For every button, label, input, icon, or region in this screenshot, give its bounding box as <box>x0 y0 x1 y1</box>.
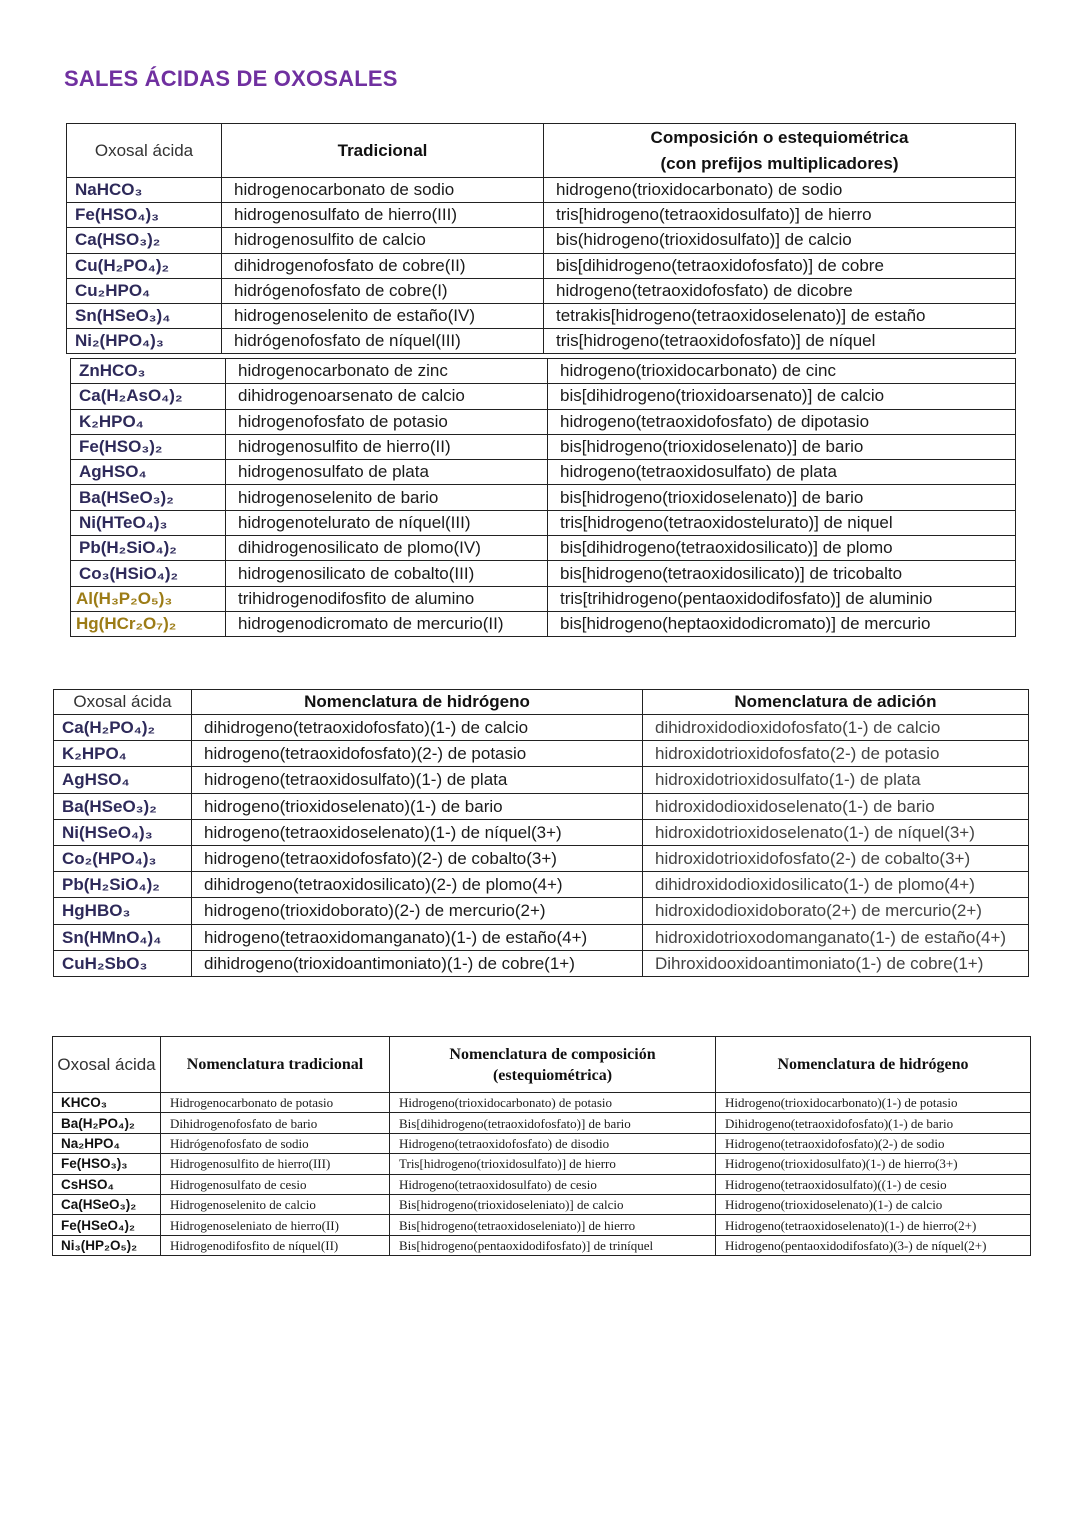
cell-composicion: tris[trihidrogeno(pentaoxidodifosfato)] de aluminio <box>548 586 1016 611</box>
table-row <box>71 561 1016 586</box>
cell-tradicional: hidrogenosulfito de hierro(II) <box>226 434 548 459</box>
cell-hidrogeno: Hidrogeno(tetraoxidofosfato)(2-) de sodio <box>716 1133 1031 1153</box>
cell-formula: Ca(HSO₃)₂ <box>67 228 222 253</box>
cell-hidrogeno: hidrogeno(tetraoxidosulfato)(1-) de plata <box>192 767 643 793</box>
header-composicion-line1: Composición o estequiométrica <box>650 127 909 147</box>
cell-formula: Fe(HSO₃)₃ <box>53 1154 161 1174</box>
table-row <box>71 536 1016 561</box>
table-row <box>67 178 1016 203</box>
cell-tradicional: hidrogenocarbonato de sodio <box>222 178 544 203</box>
header-tradicional: Nomenclatura tradicional <box>161 1037 390 1093</box>
cell-tradicional: hidrógenofosfato de níquel(III) <box>222 329 544 354</box>
cell-tradicional: Dihidrogenofosfato de bario <box>161 1113 390 1133</box>
table-traditional-composition-part1 <box>66 123 1016 354</box>
table-row <box>54 898 1029 924</box>
table-row <box>53 1154 1031 1174</box>
cell-composicion: Hidrogeno(tetraoxidosulfato) de cesio <box>390 1174 716 1194</box>
cell-formula: K₂HPO₄ <box>54 741 192 767</box>
table-row <box>71 586 1016 611</box>
cell-composicion: Hidrogeno(trioxidocarbonato) de potasio <box>390 1093 716 1113</box>
table-header-row <box>54 690 1029 715</box>
cell-composicion: hidrogeno(trioxidocarbonato) de sodio <box>544 178 1016 203</box>
table-row <box>54 845 1029 871</box>
table-row <box>54 715 1029 741</box>
cell-composicion: bis[hidrogeno(trioxidoselenato)] de bario <box>548 485 1016 510</box>
cell-composicion: tris[hidrogeno(tetraoxidostelurato)] de niquel <box>548 510 1016 535</box>
cell-adicion: hidroxidotrioxidofosfato(2-) de cobalto(3+) <box>643 845 1029 871</box>
cell-composicion: bis[dihidrogeno(tetraoxidosilicato)] de plomo <box>548 536 1016 561</box>
cell-formula: Ni(HTeO₄)₃ <box>71 510 226 535</box>
table-traditional-composition-part2 <box>70 358 1016 637</box>
cell-tradicional: Hidrógenofosfato de sodio <box>161 1133 390 1153</box>
cell-adicion: dihidroxidodioxidosilicato(1-) de plomo(4+) <box>643 872 1029 898</box>
header-oxosal: Oxosal ácida <box>54 690 192 715</box>
table-row <box>54 793 1029 819</box>
cell-formula: Fe(HSO₃)₂ <box>71 434 226 459</box>
table-row <box>53 1093 1031 1113</box>
cell-adicion: hidroxidodioxidoborato(2+) de mercurio(2+) <box>643 898 1029 924</box>
header-hidrogeno: Nomenclatura de hidrógeno <box>716 1037 1031 1093</box>
header-composicion: Nomenclatura de composición (estequiométrica) <box>390 1037 716 1093</box>
header-adicion: Nomenclatura de adición <box>643 690 1029 715</box>
header-hidrogeno: Nomenclatura de hidrógeno <box>192 690 643 715</box>
cell-formula: Pb(H₂SiO₄)₂ <box>54 872 192 898</box>
cell-hidrogeno: Hidrogeno(trioxidocarbonato)(1-) de potasio <box>716 1093 1031 1113</box>
table-row <box>67 329 1016 354</box>
table-row <box>67 278 1016 303</box>
cell-tradicional: Hidrogenocarbonato de potasio <box>161 1093 390 1113</box>
cell-composicion: Bis[hidrogeno(pentaoxidodifosfato)] de triníquel <box>390 1235 716 1255</box>
header-composicion <box>544 124 1016 178</box>
cell-hidrogeno: dihidrogeno(tetraoxidosilicato)(2-) de plomo(4+) <box>192 872 643 898</box>
cell-tradicional: Hidrogenosulfato de cesio <box>161 1174 390 1194</box>
cell-composicion: hidrogeno(trioxidocarbonato) de cinc <box>548 359 1016 384</box>
table-row <box>71 434 1016 459</box>
table-four-nomenclatures <box>52 1036 1031 1256</box>
cell-formula: Co₃(HSiO₄)₂ <box>71 561 226 586</box>
table-row <box>71 384 1016 409</box>
table-header-row <box>67 124 1016 178</box>
cell-formula: Ni(HSeO₄)₃ <box>54 819 192 845</box>
cell-hidrogeno: hidrogeno(tetraoxidofosfato)(2-) de potasio <box>192 741 643 767</box>
cell-adicion: hidroxidotrioxidoselenato(1-) de níquel(3+) <box>643 819 1029 845</box>
cell-tradicional: hidrogenodicromato de mercurio(II) <box>226 611 548 636</box>
cell-formula: Sn(HSeO₃)₄ <box>67 303 222 328</box>
cell-formula: CsHSO₄ <box>53 1174 161 1194</box>
cell-formula: Pb(H₂SiO₄)₂ <box>71 536 226 561</box>
cell-formula: Cu(H₂PO₄)₂ <box>67 253 222 278</box>
cell-tradicional: dihidrogenofosfato de cobre(II) <box>222 253 544 278</box>
table-row <box>67 203 1016 228</box>
cell-composicion: Hidrogeno(tetraoxidofosfato) de disodio <box>390 1133 716 1153</box>
cell-tradicional: dihidrogenosilicato de plomo(IV) <box>226 536 548 561</box>
cell-formula: CuH₂SbO₃ <box>54 950 192 976</box>
table-row <box>71 510 1016 535</box>
table-row <box>53 1133 1031 1153</box>
cell-composicion: tris[hidrogeno(tetraoxidosulfato)] de hierro <box>544 203 1016 228</box>
cell-hidrogeno: Hidrogeno(pentaoxidodifosfato)(3-) de níquel(2+) <box>716 1235 1031 1255</box>
table-row <box>54 741 1029 767</box>
table-row <box>53 1215 1031 1235</box>
cell-formula: AgHSO₄ <box>54 767 192 793</box>
header-oxosal: Oxosal ácida <box>67 124 222 178</box>
table-row <box>54 924 1029 950</box>
table-row <box>53 1113 1031 1133</box>
cell-formula: ZnHCO₃ <box>71 359 226 384</box>
cell-formula: NaHCO₃ <box>67 178 222 203</box>
cell-formula: Al(H₃P₂O₅)₃ <box>71 586 226 611</box>
cell-formula: Sn(HMnO₄)₄ <box>54 924 192 950</box>
cell-adicion: Dihroxidooxidoantimoniato(1-) de cobre(1+) <box>643 950 1029 976</box>
table-row <box>71 359 1016 384</box>
cell-tradicional: hidrogenoselenito de estaño(IV) <box>222 303 544 328</box>
cell-tradicional: hidrogenosulfato de plata <box>226 460 548 485</box>
cell-hidrogeno: dihidrogeno(tetraoxidofosfato)(1-) de calcio <box>192 715 643 741</box>
cell-formula: Ba(H₂PO₄)₂ <box>53 1113 161 1133</box>
cell-formula: KHCO₃ <box>53 1093 161 1113</box>
table-row <box>54 819 1029 845</box>
header-tradicional: Tradicional <box>222 124 544 178</box>
cell-composicion: hidrogeno(tetraoxidofosfato) de dipotasio <box>548 409 1016 434</box>
cell-adicion: hidroxidodioxidoselenato(1-) de bario <box>643 793 1029 819</box>
cell-composicion: bis(hidrogeno(trioxidosulfato)] de calcio <box>544 228 1016 253</box>
cell-hidrogeno: hidrogeno(trioxidoselenato)(1-) de bario <box>192 793 643 819</box>
cell-hidrogeno: Dihidrogeno(tetraoxidofosfato)(1-) de bario <box>716 1113 1031 1133</box>
cell-tradicional: Hidrogenosulfito de hierro(III) <box>161 1154 390 1174</box>
cell-composicion: bis[hidrogeno(heptaoxidodicromato)] de mercurio <box>548 611 1016 636</box>
cell-formula: Co₂(HPO₄)₃ <box>54 845 192 871</box>
table-row <box>71 460 1016 485</box>
cell-composicion: bis[hidrogeno(tetraoxidosilicato)] de tricobalto <box>548 561 1016 586</box>
table-row <box>53 1174 1031 1194</box>
cell-formula: Ba(HSeO₃)₂ <box>54 793 192 819</box>
cell-composicion: Bis[dihidrogeno(tetraoxidofosfato)] de bario <box>390 1113 716 1133</box>
cell-adicion: hidroxidotrioxidofosfato(2-) de potasio <box>643 741 1029 767</box>
cell-composicion: tris[hidrogeno(tetraoxidofosfato)] de níquel <box>544 329 1016 354</box>
cell-formula: Ni₂(HPO₄)₃ <box>67 329 222 354</box>
cell-composicion: bis[dihidrogeno(trioxidoarsenato)] de calcio <box>548 384 1016 409</box>
cell-tradicional: hidrogenofosfato de potasio <box>226 409 548 434</box>
cell-formula: Fe(HSO₄)₃ <box>67 203 222 228</box>
cell-tradicional: hidrogenosilicato de cobalto(III) <box>226 561 548 586</box>
cell-hidrogeno: Hidrogeno(tetraoxidosulfato)((1-) de cesio <box>716 1174 1031 1194</box>
cell-composicion: tetrakis[hidrogeno(tetraoxidoselenato)] de estaño <box>544 303 1016 328</box>
cell-composicion: bis[hidrogeno(trioxidoselenato)] de bario <box>548 434 1016 459</box>
cell-tradicional: hidrogenocarbonato de zinc <box>226 359 548 384</box>
cell-hidrogeno: hidrogeno(tetraoxidoselenato)(1-) de níquel(3+) <box>192 819 643 845</box>
cell-composicion: Bis[hidrogeno(trioxidoseleniato)] de calcio <box>390 1194 716 1214</box>
table-row <box>71 611 1016 636</box>
cell-hidrogeno: Hidrogeno(tetraoxidoselenato)(1-) de hierro(2+) <box>716 1215 1031 1235</box>
cell-formula: Ca(H₂PO₄)₂ <box>54 715 192 741</box>
cell-formula: Cu₂HPO₄ <box>67 278 222 303</box>
table-row <box>54 872 1029 898</box>
cell-tradicional: trihidrogenodifosfito de alumino <box>226 586 548 611</box>
cell-composicion: Tris[hidrogeno(trioxidosulfato)] de hierro <box>390 1154 716 1174</box>
cell-formula: Ba(HSeO₃)₂ <box>71 485 226 510</box>
cell-tradicional: hidrogenosulfito de calcio <box>222 228 544 253</box>
cell-adicion: hidroxidotrioxidosulfato(1-) de plata <box>643 767 1029 793</box>
table-header-row <box>53 1037 1031 1093</box>
cell-hidrogeno: hidrogeno(tetraoxidofosfato)(2-) de cobalto(3+) <box>192 845 643 871</box>
table-row <box>54 950 1029 976</box>
cell-tradicional: hidrogenotelurato de níquel(III) <box>226 510 548 535</box>
cell-adicion: hidroxidotrioxodomanganato(1-) de estaño(4+) <box>643 924 1029 950</box>
cell-composicion: hidrogeno(tetraoxidosulfato) de plata <box>548 460 1016 485</box>
cell-hidrogeno: hidrogeno(tetraoxidomanganato)(1-) de estaño(4+) <box>192 924 643 950</box>
table-row <box>71 409 1016 434</box>
cell-composicion: bis[dihidrogeno(tetraoxidofosfato)] de cobre <box>544 253 1016 278</box>
table-row <box>67 253 1016 278</box>
cell-hidrogeno: hidrogeno(trioxidoborato)(2-) de mercurio(2+) <box>192 898 643 924</box>
cell-hidrogeno: Hidrogeno(trioxidosulfato)(1-) de hierro(3+) <box>716 1154 1031 1174</box>
cell-tradicional: dihidrogenoarsenato de calcio <box>226 384 548 409</box>
cell-tradicional: Hidrogenodifosfito de níquel(II) <box>161 1235 390 1255</box>
cell-hidrogeno: Hidrogeno(trioxidoselenato)(1-) de calcio <box>716 1194 1031 1214</box>
cell-formula: Na₂HPO₄ <box>53 1133 161 1153</box>
table-row <box>54 767 1029 793</box>
header-composicion-line2: (con prefijos multiplicadores) <box>660 153 899 173</box>
cell-tradicional: hidrogenoselenito de bario <box>226 485 548 510</box>
cell-formula: Fe(HSeO₄)₂ <box>53 1215 161 1235</box>
cell-tradicional: hidrogenosulfato de hierro(III) <box>222 203 544 228</box>
table-row <box>53 1235 1031 1255</box>
page-title: SALES ÁCIDAS DE OXOSALES <box>64 66 398 91</box>
cell-formula: HgHBO₃ <box>54 898 192 924</box>
cell-hidrogeno: dihidrogeno(trioxidoantimoniato)(1-) de cobre(1+) <box>192 950 643 976</box>
table-hydrogen-addition <box>53 689 1029 977</box>
table-row <box>53 1194 1031 1214</box>
header-oxosal: Oxosal ácida <box>53 1037 161 1093</box>
cell-formula: Hg(HCr₂O₇)₂ <box>71 611 226 636</box>
table-row <box>67 228 1016 253</box>
cell-formula: Ca(H₂AsO₄)₂ <box>71 384 226 409</box>
cell-tradicional: hidrógenofosfato de cobre(I) <box>222 278 544 303</box>
table-row <box>71 485 1016 510</box>
cell-composicion: Bis[hidrogeno(tetraoxidoseleniato)] de hierro <box>390 1215 716 1235</box>
cell-formula: Ni₃(HP₂O₅)₂ <box>53 1235 161 1255</box>
table-row <box>67 303 1016 328</box>
cell-tradicional: Hidrogenoseleniato de hierro(II) <box>161 1215 390 1235</box>
cell-adicion: dihidroxidodioxidofosfato(1-) de calcio <box>643 715 1029 741</box>
cell-formula: AgHSO₄ <box>71 460 226 485</box>
cell-composicion: hidrogeno(tetraoxidofosfato) de dicobre <box>544 278 1016 303</box>
cell-tradicional: Hidrogenoselenito de calcio <box>161 1194 390 1214</box>
cell-formula: K₂HPO₄ <box>71 409 226 434</box>
cell-formula: Ca(HSeO₃)₂ <box>53 1194 161 1214</box>
